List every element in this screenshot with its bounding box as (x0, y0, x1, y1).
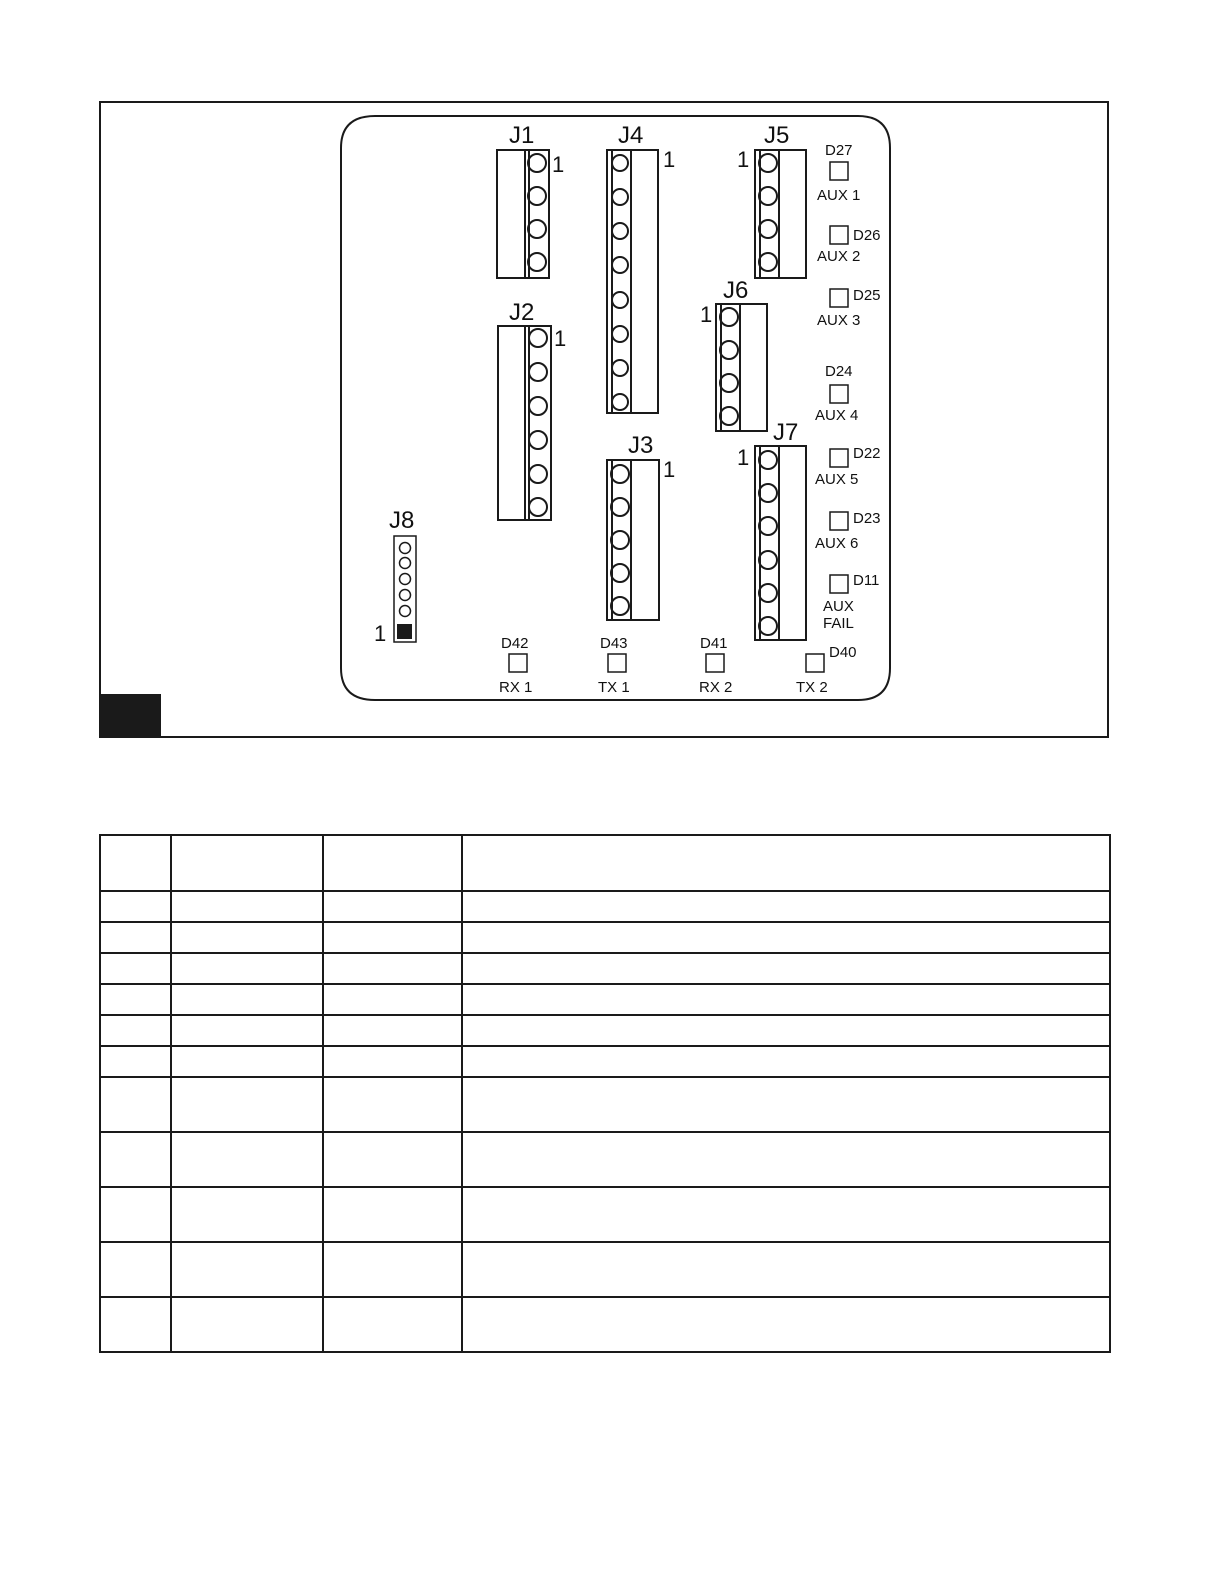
table-cell (100, 1242, 171, 1297)
pin1-j8: 1 (374, 621, 387, 646)
led-d27 (830, 162, 848, 180)
table-cell (462, 953, 1110, 984)
label-j6: J6 (723, 277, 749, 304)
connector-j6 (716, 304, 767, 431)
label-d43: D43 (600, 635, 628, 652)
label-j2: J2 (509, 299, 535, 326)
table-row (100, 984, 1110, 1015)
label-d40: D40 (829, 644, 857, 661)
table-cell (171, 1046, 323, 1077)
table-cell (323, 1187, 462, 1242)
table-cell (323, 891, 462, 922)
led-d42 (509, 654, 527, 672)
table-cell (100, 1015, 171, 1046)
table-row (100, 1015, 1110, 1046)
table-cell (100, 1187, 171, 1242)
table-cell (323, 1132, 462, 1187)
table-cell (462, 891, 1110, 922)
label-aux-fail-2: FAIL (823, 615, 854, 632)
table-cell (462, 922, 1110, 953)
pin1-j3: 1 (663, 457, 676, 482)
label-j3: J3 (628, 432, 654, 459)
led-d25 (830, 289, 848, 307)
table-cell (462, 1132, 1110, 1187)
board-diagram (0, 0, 1224, 760)
table-header-row (100, 835, 1110, 891)
led-d40 (806, 654, 824, 672)
led-squares (509, 162, 848, 672)
table-row (100, 1132, 1110, 1187)
pin1-j5: 1 (737, 147, 750, 172)
table-cell (462, 1242, 1110, 1297)
label-j5: J5 (764, 122, 790, 149)
label-aux6: AUX 6 (815, 535, 859, 552)
table-cell (323, 1046, 462, 1077)
table-cell (323, 922, 462, 953)
table-cell (323, 1077, 462, 1132)
table-cell (462, 1077, 1110, 1132)
connector-j5 (755, 150, 806, 278)
table-cell (171, 1077, 323, 1132)
table-row (100, 891, 1110, 922)
label-d24: D24 (825, 363, 853, 380)
table-cell (462, 984, 1110, 1015)
table-cell (171, 1015, 323, 1046)
connector-j3 (607, 460, 659, 620)
table-cell (323, 1297, 462, 1352)
pin1-j6: 1 (700, 302, 713, 327)
table-cell (323, 953, 462, 984)
connector-j8 (394, 536, 416, 642)
table-cell (171, 1187, 323, 1242)
table-cell (171, 984, 323, 1015)
table-cell (171, 1297, 323, 1352)
label-d11: D11 (853, 572, 880, 589)
label-aux-fail-1: AUX (823, 598, 854, 615)
label-aux2: AUX 2 (817, 248, 861, 265)
table-cell (100, 1297, 171, 1352)
led-d23 (830, 512, 848, 530)
table-cell (171, 922, 323, 953)
table-row (100, 1242, 1110, 1297)
table-cell (323, 835, 462, 891)
label-d26: D26 (853, 227, 881, 244)
label-j8: J8 (389, 507, 415, 534)
table-row (100, 1077, 1110, 1132)
table-cell (100, 1132, 171, 1187)
connector-j2 (498, 326, 551, 520)
label-d42: D42 (501, 635, 529, 652)
label-j4: J4 (618, 122, 644, 149)
table-cell (171, 891, 323, 922)
label-j7: J7 (773, 419, 799, 446)
label-j1: J1 (509, 122, 535, 149)
led-d22 (830, 449, 848, 467)
table-cell (462, 835, 1110, 891)
table-cell (171, 1242, 323, 1297)
table-cell (100, 835, 171, 891)
table-cell (462, 1297, 1110, 1352)
table-cell (462, 1015, 1110, 1046)
table-row (100, 1046, 1110, 1077)
label-d22: D22 (853, 445, 881, 462)
table-cell (100, 1046, 171, 1077)
table-cell (323, 984, 462, 1015)
table-cell (323, 1015, 462, 1046)
table-cell (100, 922, 171, 953)
label-d23: D23 (853, 510, 881, 527)
label-aux3: AUX 3 (817, 312, 861, 329)
table-cell (100, 984, 171, 1015)
label-tx2: TX 2 (796, 679, 828, 696)
table-cell (462, 1046, 1110, 1077)
connector-j7 (755, 446, 806, 640)
table-row (100, 1187, 1110, 1242)
label-rx1: RX 1 (499, 679, 533, 696)
table-cell (171, 953, 323, 984)
table-cell (171, 835, 323, 891)
table-cell (100, 953, 171, 984)
label-rx2: RX 2 (699, 679, 733, 696)
label-aux5: AUX 5 (815, 471, 859, 488)
table-cell (171, 1132, 323, 1187)
table-row (100, 922, 1110, 953)
pin1-j4: 1 (663, 147, 676, 172)
connector-j1 (497, 150, 549, 278)
label-d27: D27 (825, 142, 853, 159)
label-aux4: AUX 4 (815, 407, 859, 424)
label-d25: D25 (853, 287, 881, 304)
table-cell (462, 1187, 1110, 1242)
pin1-j2: 1 (554, 326, 567, 351)
pin1-j7: 1 (737, 445, 750, 470)
table-cell (100, 1077, 171, 1132)
led-d24 (830, 385, 848, 403)
table-cell (323, 1242, 462, 1297)
led-d11 (830, 575, 848, 593)
label-tx1: TX 1 (598, 679, 630, 696)
table-row (100, 953, 1110, 984)
connector-table (99, 834, 1111, 1353)
led-d41 (706, 654, 724, 672)
led-d26 (830, 226, 848, 244)
label-aux1: AUX 1 (817, 187, 861, 204)
table-cell (100, 891, 171, 922)
pin1-j1: 1 (552, 152, 565, 177)
led-d43 (608, 654, 626, 672)
label-d41: D41 (700, 635, 728, 652)
table-row (100, 1297, 1110, 1352)
connector-j4 (607, 150, 658, 413)
